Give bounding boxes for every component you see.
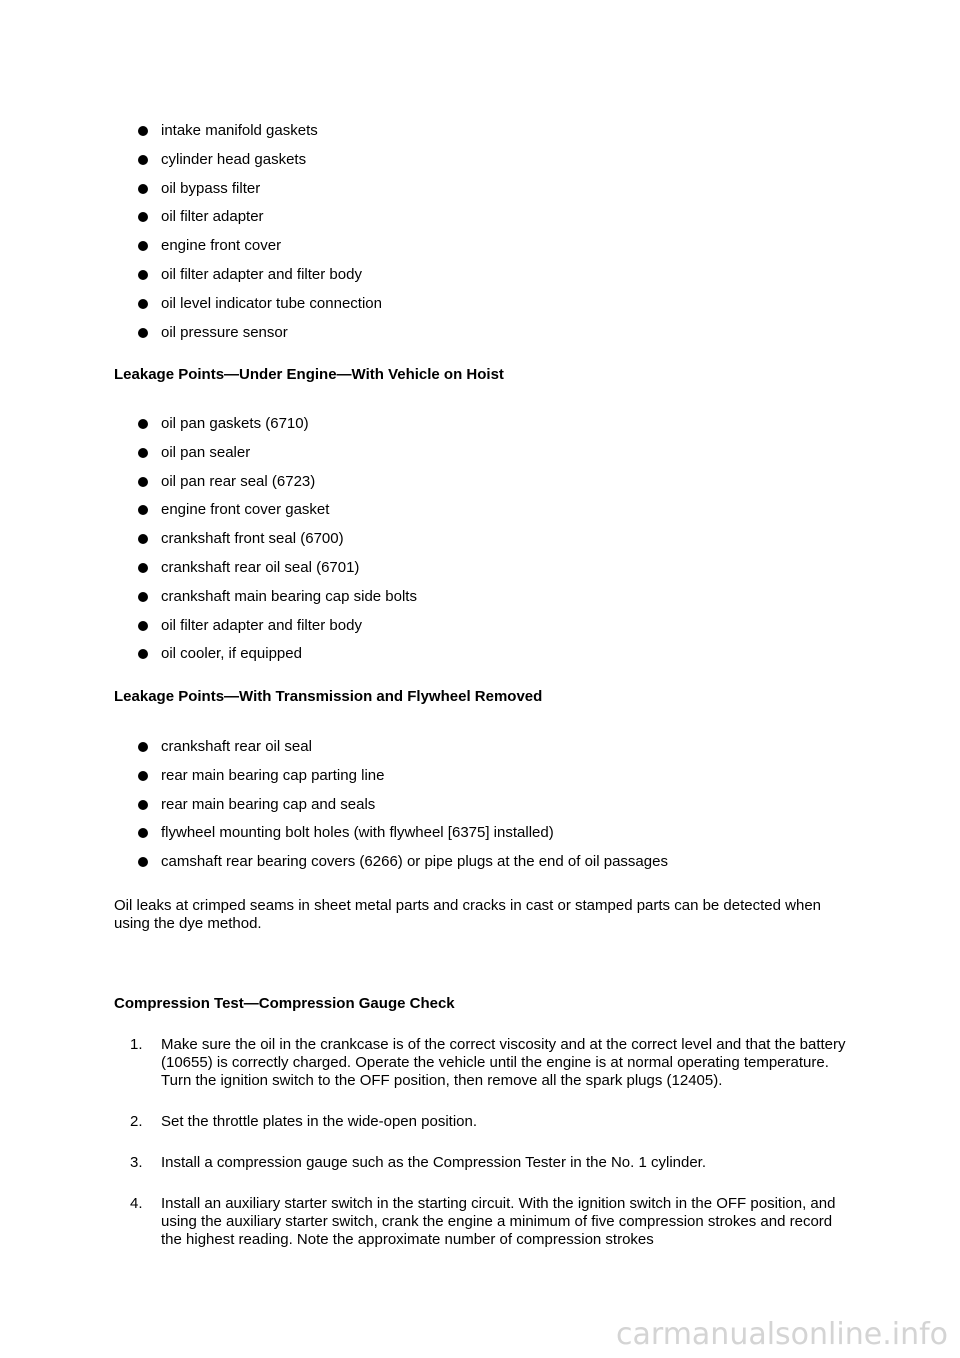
list-item: oil cooler, if equipped: [138, 645, 417, 674]
top-leak-list: [138, 122, 382, 352]
compression-steps: [130, 1036, 850, 1249]
dye-method-paragraph: Oil leaks at crimped seams in sheet metal parts and cracks in cast or stamped parts can be detected when using the dye method.: [114, 897, 822, 932]
step-number: 2.: [130, 1113, 143, 1130]
transmission-removed-heading: Leakage Points—With Transmission and Flywheel Removed: [114, 688, 543, 705]
bullet-icon: [138, 649, 148, 659]
list-item: oil filter adapter and filter body: [138, 266, 382, 295]
bullet-icon: [138, 771, 148, 781]
list-item: flywheel mounting bolt holes (with flywheel [6375] installed): [138, 824, 668, 853]
list-item: oil filter adapter and filter body: [138, 617, 417, 646]
list-item: rear main bearing cap and seals: [138, 796, 668, 825]
list-item: crankshaft rear oil seal (6701): [138, 559, 417, 588]
bullet-icon: [138, 800, 148, 810]
bullet-icon: [138, 299, 148, 309]
step-text: Make sure the oil in the crankcase is of the correct viscosity and at the correct level and that the battery (10655) is correctly charged. Operate the vehicle until the engine is at normal operating temperature. Turn the ignition switch to the OFF position, then remove all the spark plugs (12405).: [161, 1036, 846, 1089]
step-text: Install an auxiliary starter switch in the starting circuit. With the ignition switch in the OFF position, and using the auxiliary starter switch, crank the engine a minimum of five compression strokes and record the highest reading. Note the approximate number of compression strokes: [161, 1195, 836, 1248]
step-text: Set the throttle plates in the wide-open position.: [161, 1113, 478, 1130]
list-item: oil pressure sensor: [138, 324, 382, 353]
list-item: engine front cover: [138, 237, 382, 266]
bullet-icon: [138, 155, 148, 165]
step-item: [130, 1154, 850, 1172]
bullet-icon: [138, 419, 148, 429]
bullet-icon: [138, 621, 148, 631]
bullet-icon: [138, 184, 148, 194]
list-item: oil filter adapter: [138, 208, 382, 237]
list-item: cylinder head gaskets: [138, 151, 382, 180]
list-item: crankshaft rear oil seal: [138, 738, 668, 767]
step-item: [130, 1195, 850, 1249]
list-item: oil pan gaskets (6710): [138, 415, 417, 444]
step-number: 1.: [130, 1036, 143, 1053]
list-item: oil pan rear seal (6723): [138, 473, 417, 502]
bullet-icon: [138, 126, 148, 136]
step-number: 4.: [130, 1195, 143, 1212]
list-item: crankshaft main bearing cap side bolts: [138, 588, 417, 617]
bullet-icon: [138, 241, 148, 251]
bullet-icon: [138, 328, 148, 338]
bullet-icon: [138, 212, 148, 222]
bullet-icon: [138, 505, 148, 515]
list-item: crankshaft front seal (6700): [138, 530, 417, 559]
bullet-icon: [138, 592, 148, 602]
step-number: 3.: [130, 1154, 143, 1171]
list-item: rear main bearing cap parting line: [138, 767, 668, 796]
step-text: Install a compression gauge such as the Compression Tester in the No. 1 cylinder.: [161, 1154, 707, 1171]
list-item: oil pan sealer: [138, 444, 417, 473]
step-item: [130, 1036, 850, 1090]
step-item: [130, 1113, 850, 1131]
bullet-icon: [138, 742, 148, 752]
bullet-icon: [138, 477, 148, 487]
transmission-removed-list: [138, 738, 668, 882]
under-engine-heading: Leakage Points—Under Engine—With Vehicle on Hoist: [114, 366, 504, 383]
watermark: carmanualsonline.info: [616, 1317, 948, 1352]
list-item: engine front cover gasket: [138, 501, 417, 530]
list-item: camshaft rear bearing covers (6266) or pipe plugs at the end of oil passages: [138, 853, 668, 882]
bullet-icon: [138, 270, 148, 280]
bullet-icon: [138, 828, 148, 838]
under-engine-list: [138, 415, 417, 674]
compression-test-heading: Compression Test—Compression Gauge Check: [114, 995, 455, 1012]
bullet-icon: [138, 448, 148, 458]
bullet-icon: [138, 534, 148, 544]
bullet-icon: [138, 857, 148, 867]
list-item: intake manifold gaskets: [138, 122, 382, 151]
list-item: oil bypass filter: [138, 180, 382, 209]
bullet-icon: [138, 563, 148, 573]
list-item: oil level indicator tube connection: [138, 295, 382, 324]
